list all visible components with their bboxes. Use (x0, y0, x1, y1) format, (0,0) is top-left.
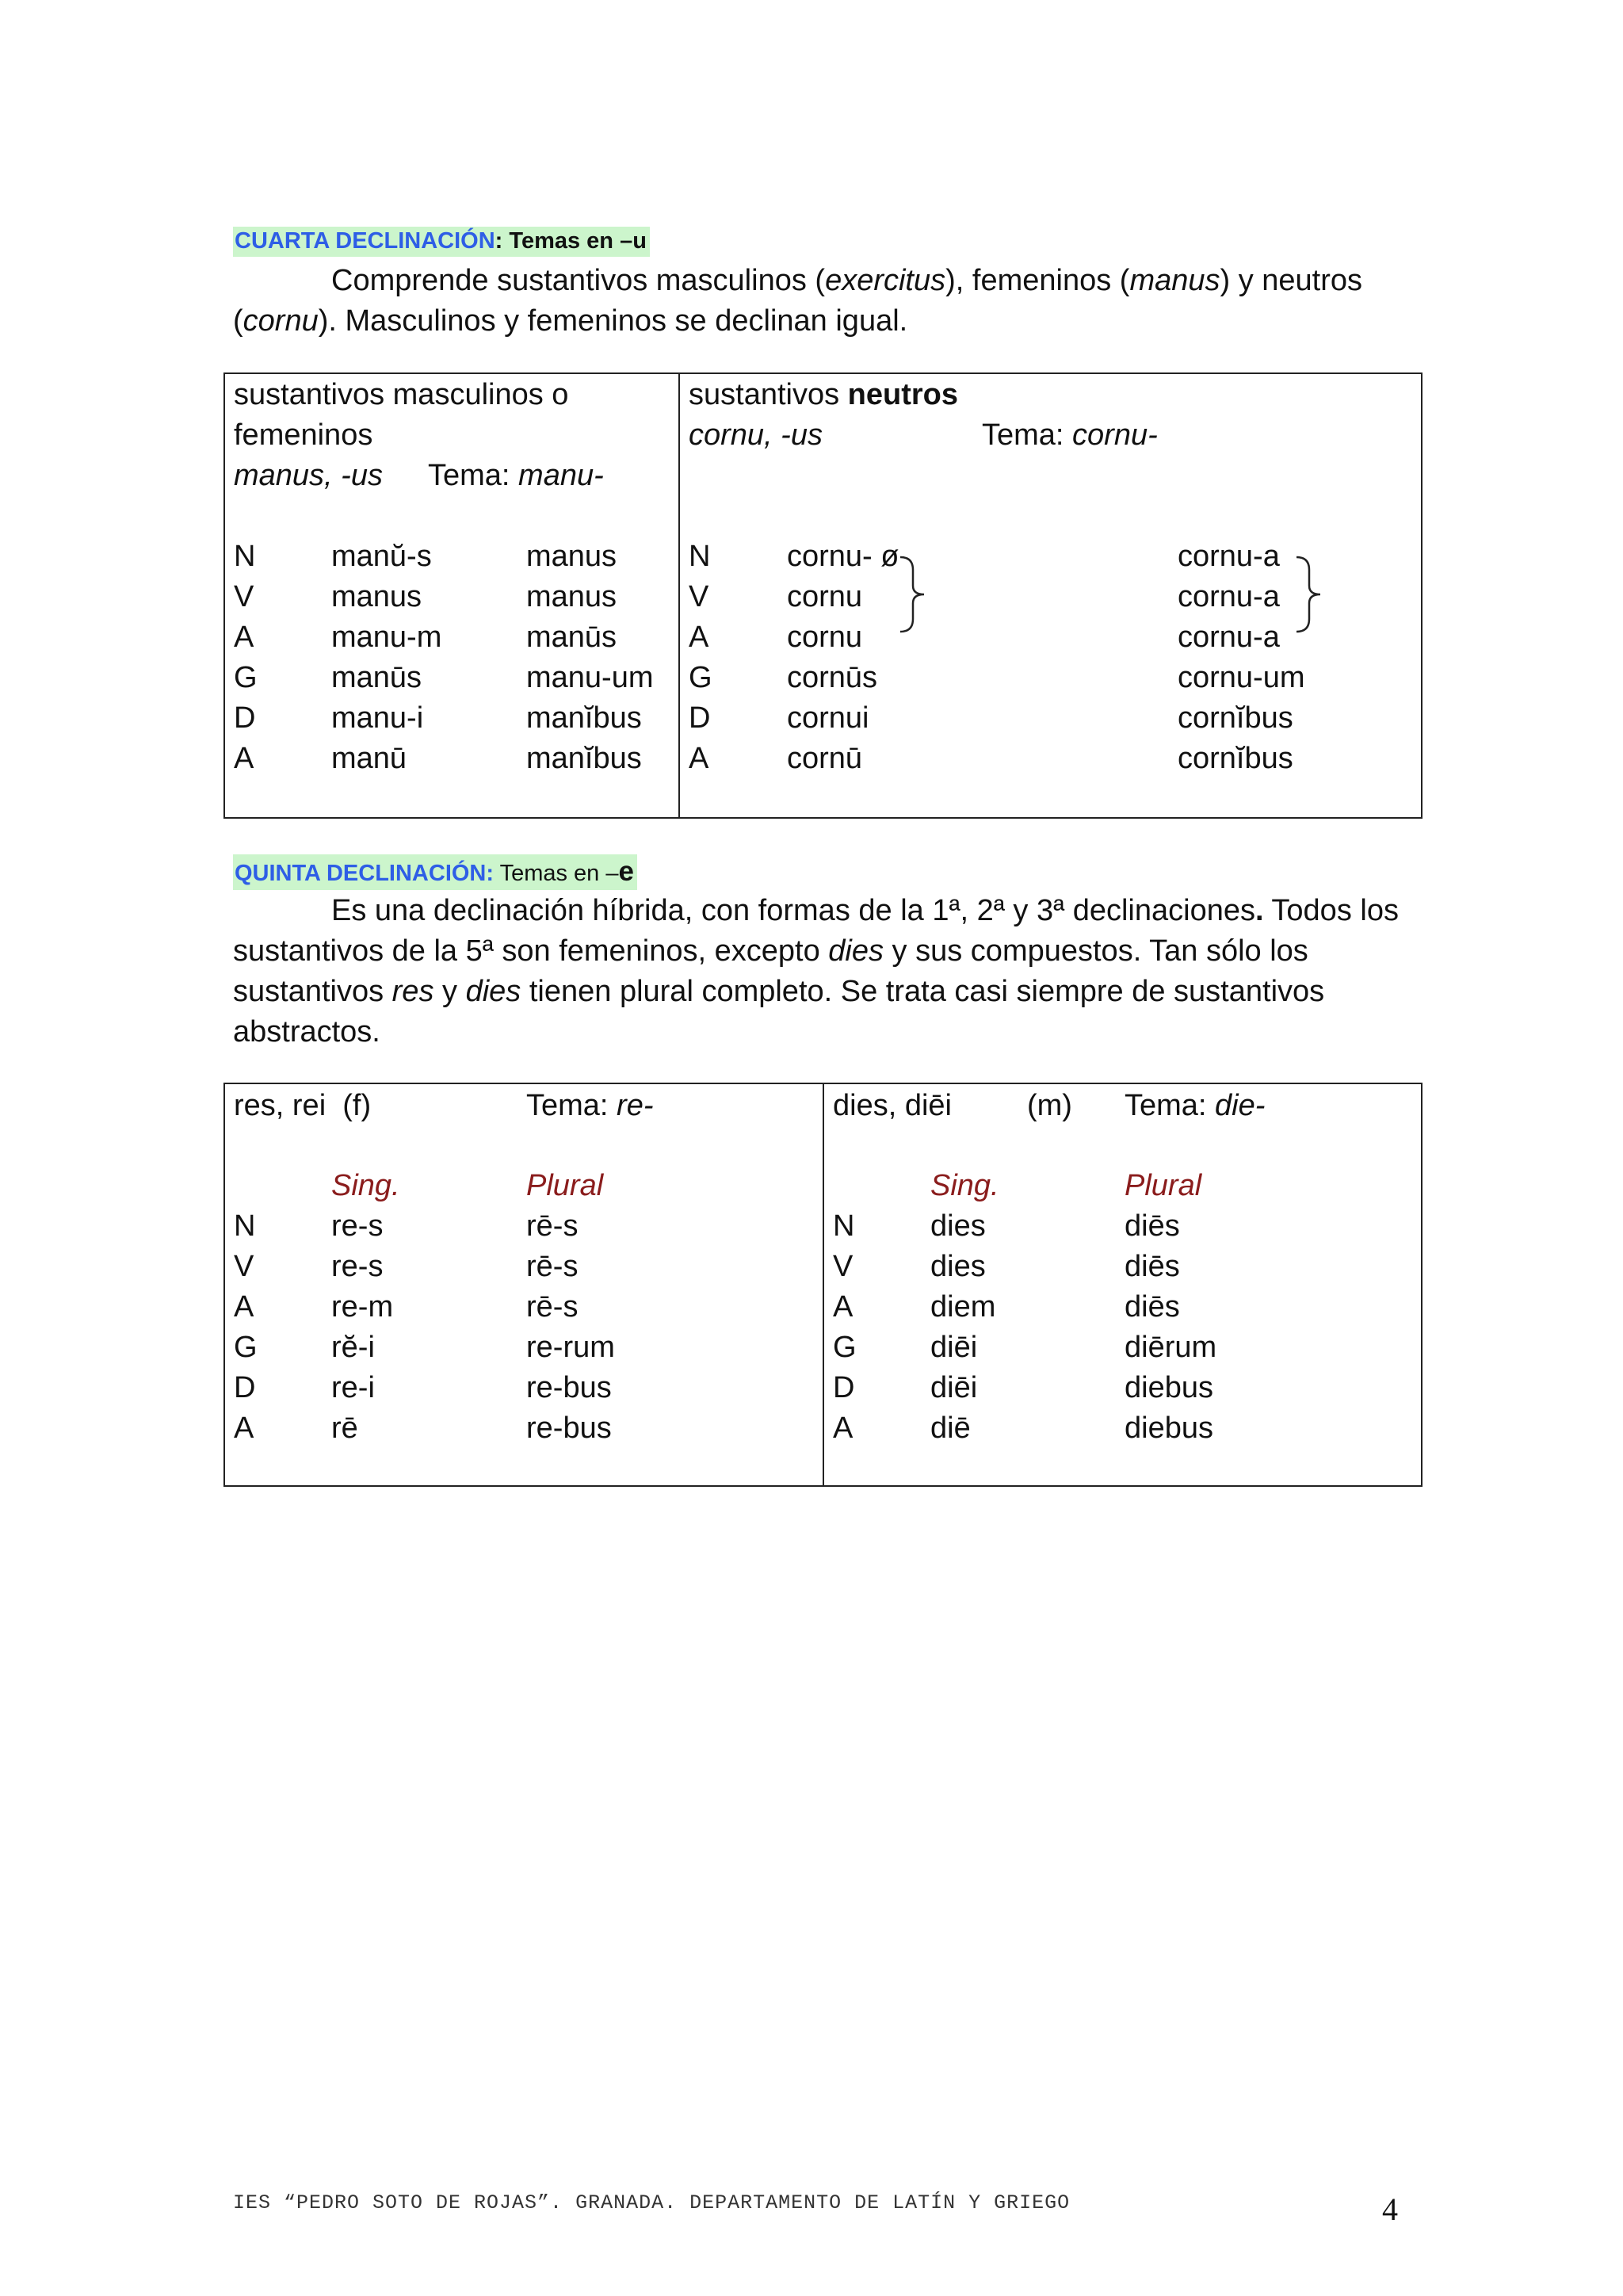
declension-form: cornu-a (1178, 621, 1280, 654)
intro-text: y sus compuestos. Tan sólo los (884, 934, 1308, 968)
footer-text: IES “PEDRO SOTO DE ROJAS”. GRANADA. DEPARTAMENTO DE LATÍN Y GRIEGO (233, 2191, 1071, 2214)
declension-form: cornu (787, 621, 863, 654)
declension-form: rē-s (526, 1290, 579, 1324)
declension-form: re-s (331, 1250, 384, 1283)
declension-form: cornu- ø (787, 540, 899, 573)
intro-text: ), femeninos ( (945, 264, 1130, 297)
heading-label: CUARTA DECLINACIÓN (235, 228, 495, 254)
declension-form: manu-i (331, 701, 424, 735)
case-label: N (689, 540, 711, 573)
brace-icon (1293, 554, 1328, 635)
declension-form: diēi (930, 1331, 978, 1364)
declension-form: rĕ-i (331, 1331, 375, 1364)
case-label: N (234, 1209, 256, 1243)
intro-paragraph-quinta-line3 (233, 972, 1324, 1012)
right-header-tema (1125, 1086, 1265, 1126)
case-label: N (234, 540, 256, 573)
tema-label: Tema: (526, 1089, 617, 1122)
declension-form: manūs (331, 661, 422, 694)
intro-paragraph-quinta-line1 (331, 891, 1399, 931)
case-label: A (833, 1412, 854, 1445)
intro-text: y (433, 975, 466, 1008)
declension-form: cornūs (787, 661, 878, 694)
brace-icon (897, 554, 932, 635)
declension-form: re-s (331, 1209, 384, 1243)
header-text: sustantivos (689, 378, 848, 411)
intro-text: Es una declinación híbrida, con formas de la 1ª, 2ª y 3ª declinaciones (331, 894, 1255, 927)
intro-text: tienen plural completo. Se trata casi siempre de sustantivos (521, 975, 1325, 1008)
table-divider (678, 372, 680, 819)
intro-paragraph-quinta-line4: abstractos. (233, 1015, 380, 1049)
case-label: A (833, 1290, 854, 1324)
declension-form: dies (930, 1209, 986, 1243)
declension-form: rē-s (526, 1250, 579, 1283)
plural-label: Plural (1125, 1169, 1202, 1202)
case-label: A (689, 742, 709, 775)
declension-form: diē (930, 1412, 971, 1445)
case-label: V (689, 580, 709, 613)
tema-value: die- (1215, 1089, 1266, 1122)
sing-label: Sing. (331, 1169, 400, 1202)
left-header-tema (428, 456, 604, 496)
intro-text: ( (233, 304, 243, 338)
tema-label: Tema: (1125, 1089, 1216, 1122)
case-label: G (234, 1331, 258, 1364)
declension-form: cornū (787, 742, 863, 775)
right-header-lemma (689, 415, 823, 456)
heading-label: QUINTA DECLINACIÓN: (235, 861, 495, 886)
tema-value: re- (617, 1089, 654, 1122)
intro-paragraph-cuarta (331, 261, 1362, 301)
case-label: V (833, 1250, 854, 1283)
case-label: A (689, 621, 709, 654)
intro-italic: dies (828, 934, 884, 968)
left-header-lemma: res, rei (f) (234, 1089, 372, 1122)
declension-form: manu-um (526, 661, 654, 694)
declension-form: rē-s (526, 1209, 579, 1243)
intro-italic: manus (1129, 264, 1220, 297)
table-divider (823, 1083, 824, 1487)
intro-text: Todos los (1263, 894, 1399, 927)
declension-form: diērum (1125, 1331, 1217, 1364)
case-label: D (234, 701, 256, 735)
case-label: D (689, 701, 711, 735)
intro-paragraph-quinta-line2 (233, 931, 1308, 972)
case-label: G (689, 661, 712, 694)
case-label: A (234, 1412, 254, 1445)
case-label: G (234, 661, 258, 694)
declension-form: manu-m (331, 621, 442, 654)
tema-label: Tema: (982, 418, 1073, 452)
declension-form: diem (930, 1290, 996, 1324)
heading-letter: e (618, 856, 634, 887)
intro-bold: . (1254, 894, 1264, 927)
declension-form: cornu-a (1178, 580, 1280, 613)
tema-value: manu- (518, 459, 604, 492)
declension-form: diebus (1125, 1371, 1213, 1404)
intro-text: sustantivos de la 5ª son femeninos, excepto (233, 934, 829, 968)
declension-form: cornu-a (1178, 540, 1280, 573)
case-label: D (833, 1371, 855, 1404)
declension-form: manū (331, 742, 407, 775)
intro-paragraph-cuarta-line2 (233, 301, 907, 342)
declension-form: manĭbus (526, 701, 642, 735)
intro-text: sustantivos (233, 975, 392, 1008)
section-heading-quinta (233, 854, 637, 890)
intro-text: ). Masculinos y femeninos se declinan igual. (318, 304, 908, 338)
declension-form: diēs (1125, 1290, 1180, 1324)
declension-form: dies (930, 1250, 986, 1283)
intro-text: Comprende sustantivos masculinos ( (331, 264, 826, 297)
tema-label: Tema: (428, 459, 519, 492)
plural-label: Plural (526, 1169, 604, 1202)
intro-text: ) y neutros (1220, 264, 1363, 297)
case-label: N (833, 1209, 855, 1243)
declension-form: diēi (930, 1371, 978, 1404)
declension-form: cornu (787, 580, 863, 613)
left-header-line2: femeninos (234, 418, 373, 452)
declension-form: diēs (1125, 1250, 1180, 1283)
header-bold: neutros (847, 378, 959, 411)
declension-form: re-bus (526, 1371, 612, 1404)
declension-form: manŭ-s (331, 540, 432, 573)
declension-form: manūs (526, 621, 617, 654)
intro-italic: res (391, 975, 434, 1008)
tema-value: cornu- (1072, 418, 1158, 452)
declension-form: diebus (1125, 1412, 1213, 1445)
left-header-tema (526, 1086, 654, 1126)
right-header-lemma: dies, diēi (833, 1089, 952, 1122)
declension-form: manus (331, 580, 422, 613)
declension-form: diēs (1125, 1209, 1180, 1243)
heading-sep: : (495, 228, 503, 254)
heading-rest: Temas en –u (502, 228, 647, 254)
right-header-gender: (m) (1027, 1089, 1072, 1122)
declension-form: re-rum (526, 1331, 615, 1364)
intro-italic: dies (465, 975, 521, 1008)
sing-label: Sing. (930, 1169, 999, 1202)
case-label: V (234, 1250, 254, 1283)
case-label: A (234, 1290, 254, 1324)
case-label: A (234, 621, 254, 654)
declension-form: cornĭbus (1178, 742, 1293, 775)
intro-italic: exercitus (825, 264, 946, 297)
declension-form: cornu-um (1178, 661, 1305, 694)
lemma: manus, -us (234, 459, 383, 492)
case-label: A (234, 742, 254, 775)
declension-form: re-m (331, 1290, 394, 1324)
case-label: D (234, 1371, 256, 1404)
declension-form: manĭbus (526, 742, 642, 775)
lemma: cornu, -us (689, 418, 823, 452)
page-number: 4 (1382, 2191, 1398, 2227)
heading-rest: Temas en – (494, 861, 619, 886)
section-heading-cuarta (233, 227, 650, 257)
declension-form: re-bus (526, 1412, 612, 1445)
case-label: G (833, 1331, 857, 1364)
declension-form: manus (526, 540, 617, 573)
left-header-lemma (234, 456, 383, 496)
declension-form: manus (526, 580, 617, 613)
declension-form: cornĭbus (1178, 701, 1293, 735)
case-label: V (234, 580, 254, 613)
intro-italic: cornu (242, 304, 319, 338)
right-header-tema (982, 415, 1158, 456)
declension-form: re-i (331, 1371, 375, 1404)
declension-form: rē (331, 1412, 358, 1445)
declension-form: cornui (787, 701, 869, 735)
left-header-line1: sustantivos masculinos o (234, 378, 569, 411)
right-header-line1 (689, 375, 958, 415)
